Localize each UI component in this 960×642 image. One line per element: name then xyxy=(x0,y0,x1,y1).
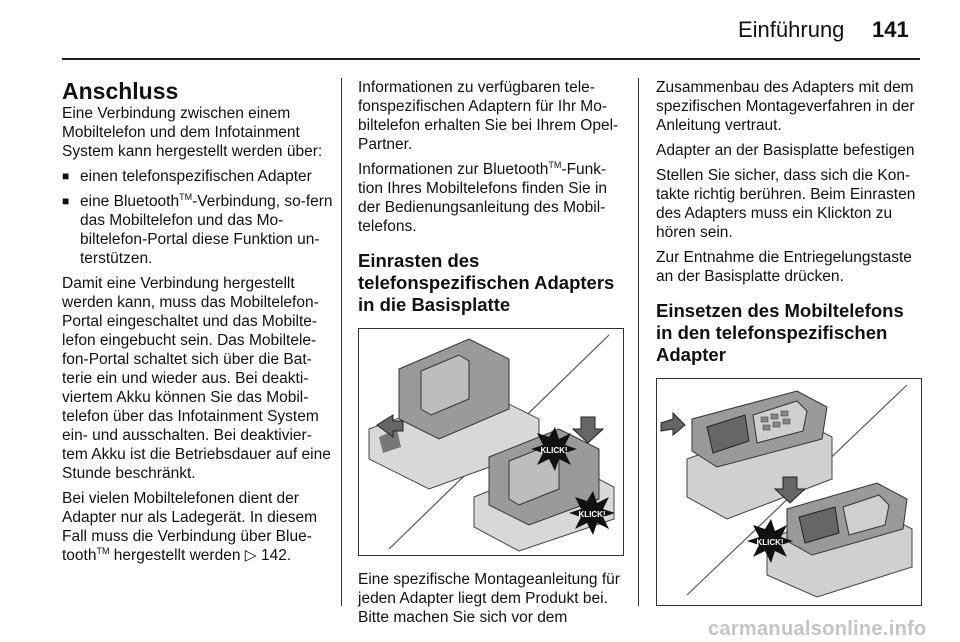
column-divider xyxy=(341,78,342,606)
section-heading-anschluss: Anschluss xyxy=(62,78,179,104)
bullet-square-icon: ■ xyxy=(62,169,70,183)
paragraph-release: Zur Entnahme die Entriegelungstaste an der Basisplatte drücken. xyxy=(656,249,912,285)
paragraph-bluetooth-info: Informationen zur Bluetooth™-Funk-tion Ihres Mobiltelefons finden Sie in der Bedienungsanleitung des Mobil-telefons. xyxy=(358,159,608,235)
intro-paragraph: Eine Verbindung zwischen einem Mobiltelefon und dem Infotainment System kann hergestellt werden über: xyxy=(62,105,323,160)
running-header-title: Einführung xyxy=(738,17,845,42)
paragraph-contacts: Stellen Sie sicher, dass sich die Kon-takte richtig berühren. Beim Einrasten des Adapters muss ein Klickton zu hören sein. xyxy=(656,167,916,241)
page-number: 141 xyxy=(872,17,909,42)
figure-phone-into-adapter xyxy=(656,378,922,606)
paragraph-portal: Damit eine Verbindung hergestellt werden kann, muss das Mobiltelefon-Portal eingeschaltet und das Mobilte-lefon eingebucht sein. Das Mobiltele-fon-Portal schaltet sich über die Bat-terie ein und wieder aus. Bei deakti-viertem Akku können Sie das Mobil-telefon über das Infotainment System ein- und ausschalten. Bei deaktivier-tem Akku ist die Betriebsdauer auf eine Stunde beschränkt. xyxy=(62,275,331,482)
header-rule xyxy=(62,58,920,60)
klick-label: KLICK! xyxy=(540,446,568,455)
paragraph-attach-adapter: Adapter an der Basisplatte befestigen xyxy=(656,142,915,159)
klick-label: KLICK! xyxy=(578,510,606,519)
list-item: ■ einen telefonspezifischen Adapter xyxy=(62,168,312,185)
watermark-footer: carmanualsonline.info xyxy=(708,618,927,640)
page-reference-link[interactable]: 142. xyxy=(261,547,292,564)
paragraph-montageanleitung: Eine spezifische Montageanleitung für jeden Adapter liegt dem Produkt bei. Bitte machen Sie sich vor dem xyxy=(358,571,620,626)
paragraph-adapters-info: Informationen zu verfügbaren tele-fonspezifischen Adaptern für Ihr Mo-biltelefon erhalten Sie bei Ihrem Opel-Partner. xyxy=(358,79,619,153)
bullet-square-icon: ■ xyxy=(62,194,70,208)
trademark: TM xyxy=(179,191,193,202)
triangle-arrow-icon: ▷ xyxy=(244,547,257,564)
figure-adapter-base-plate xyxy=(358,328,624,556)
section-heading-einsetzen: Einsetzen des Mobiltelefons in den telefonspezifischen Adapter xyxy=(656,300,904,365)
column-2 xyxy=(358,78,624,633)
paragraph-assembly: Zusammenbau des Adapters mit dem spezifischen Montageverfahren in der Anleitung vertraut. xyxy=(656,79,915,134)
column-divider xyxy=(638,78,639,606)
list-item: ■ eine Bluetooth™-Verbindung, so-fern das Mobiltelefon und das Mo-biltelefon-Portal diese Funktion un-terstützen. xyxy=(62,191,333,267)
klick-label: KLICK! xyxy=(756,538,784,547)
section-heading-einrasten: Einrasten des telefonspezifischen Adapters in die Basisplatte xyxy=(358,250,615,315)
column-3 xyxy=(656,78,922,606)
column-1 xyxy=(62,78,334,571)
paragraph-charger: Bei vielen Mobiltelefonen dient der Adapter nur als Ladegerät. In diesem Fall muss die Verbindung über Blue-tooth™ hergestellt werden ▷ 142. xyxy=(62,490,318,564)
connection-list xyxy=(62,167,334,268)
